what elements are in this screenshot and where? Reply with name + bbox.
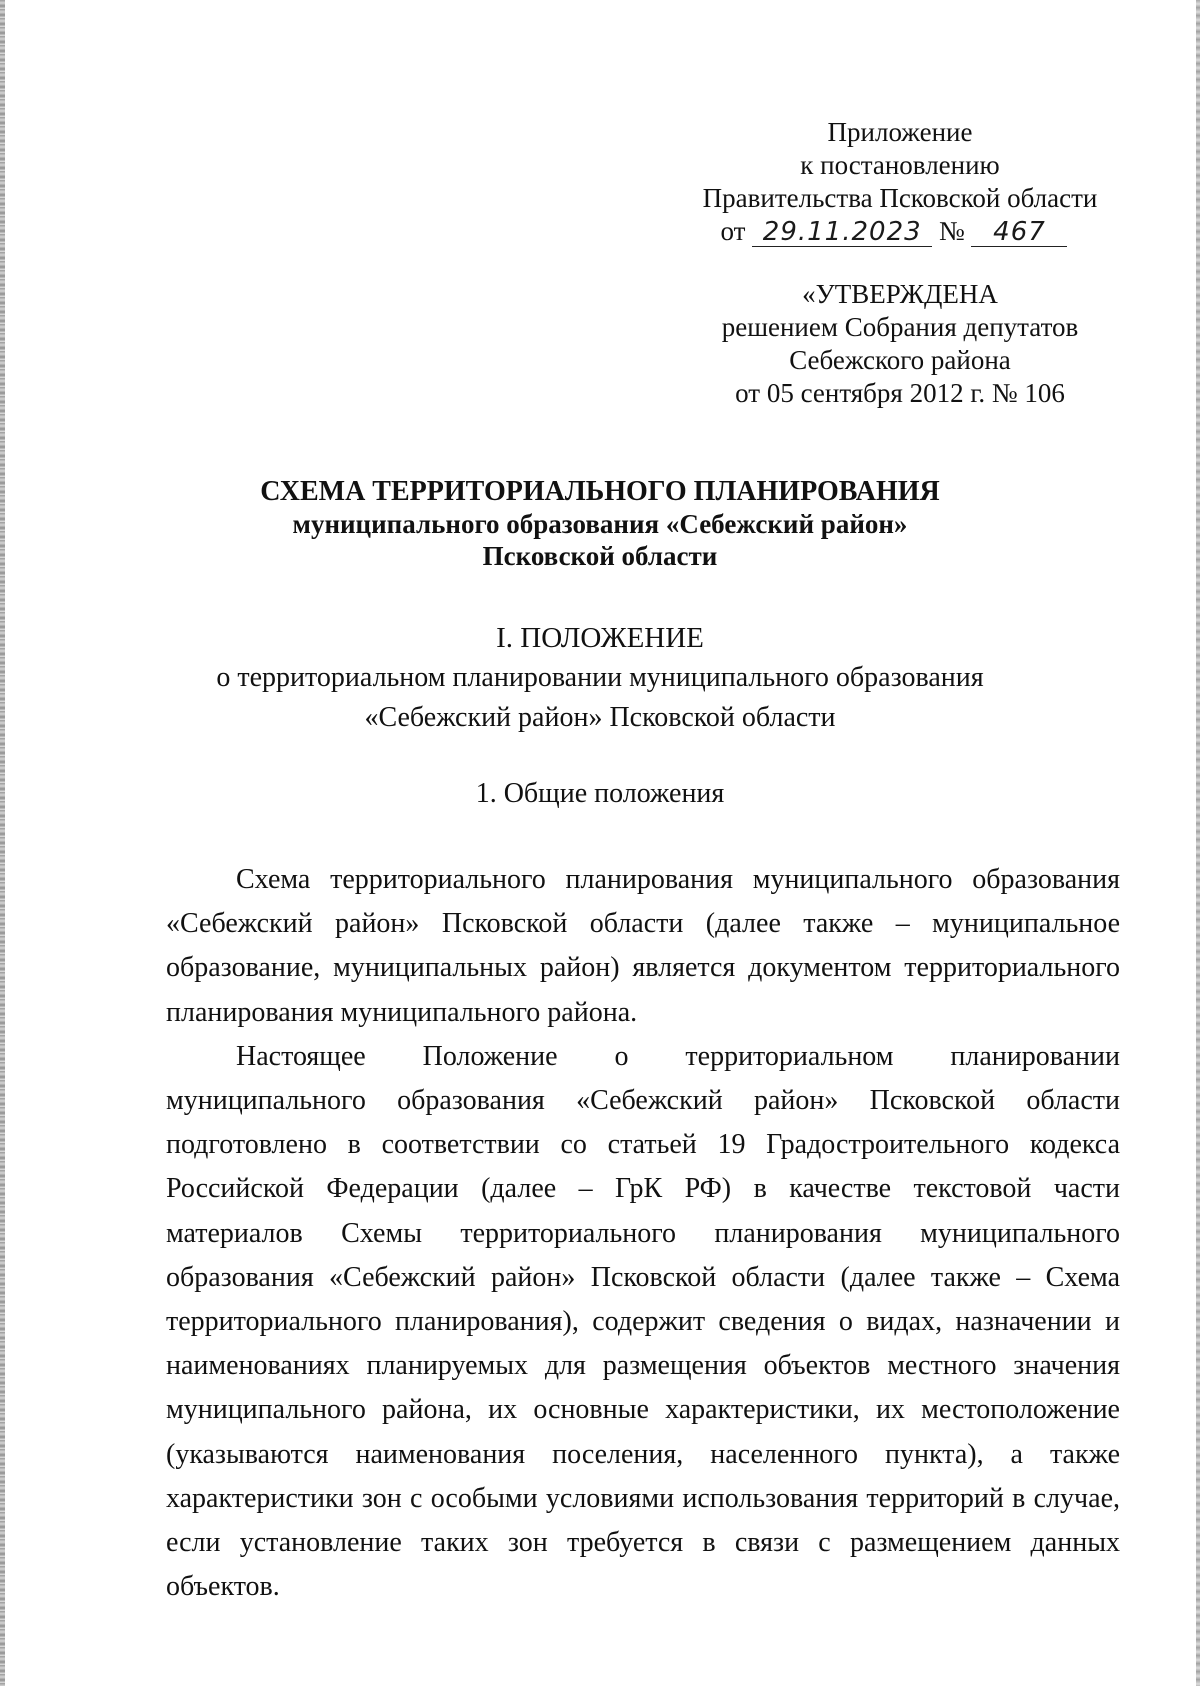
date-prefix: от (720, 216, 746, 246)
section-title: I. ПОЛОЖЕНИЕ (496, 622, 704, 654)
appendix-block (680, 116, 1120, 248)
paragraph: Настоящее Положение о территориальном планировании муниципального образования «Себежский район» Псковской области подготовлено в соответствии со статьей 19 Градостроительного кодекса Российской Федерации (далее – ГрК РФ) в качестве текстовой части материалов Схемы территориального планирования муниципального образования «Себежский район» Псковской области (далее также – Схема территориального планирования), содержит сведения о видах, назначении и наименованиях планируемых для размещения объектов местного значения муниципального района, их основные характеристики, их местоположение (указываются наименования поселения, населенного пункта), а также характеристики зон с особыми условиями использования территорий в случае, если установление таких зон требуется в связи с размещением данных объектов. (166, 1040, 1120, 1603)
subsection-title: 1. Общие положения (475, 778, 725, 809)
section-subtitle-line1: о территориальном планировании муниципального образования (216, 662, 984, 693)
appendix-label: Приложение (827, 117, 973, 147)
handwritten-number: 467 (971, 218, 1067, 247)
section-subtitle-line2: «Себежский район» Псковской области (364, 702, 836, 733)
document-title-main: СХЕМА ТЕРРИТОРИАЛЬНОГО ПЛАНИРОВАНИЯ (260, 476, 940, 507)
scan-edge-right (1196, 0, 1200, 1686)
paragraph: Схема территориального планирования муниципального образования «Себежский район» Псковской области (далее также – муниципальное образование, муниципальных район) является документом территориального планирования муниципального района. (166, 864, 1120, 1028)
document-title-region: Псковской области (482, 541, 718, 571)
approved-label: «УТВЕРЖДЕНА (802, 279, 998, 309)
approved-date: от 05 сентября 2012 г. № 106 (735, 378, 1065, 408)
approved-district: Себежского района (789, 345, 1011, 375)
approval-block (680, 278, 1120, 410)
document-title (0, 476, 1200, 572)
handwritten-date: 29.11.2023 (752, 218, 932, 247)
appendix-to-resolution: к постановлению (800, 150, 1000, 180)
subsection-heading (0, 776, 1200, 812)
appendix-government: Правительства Псковской области (702, 183, 1098, 213)
document-title-municipality: муниципального образования «Себежский район» (292, 509, 908, 539)
approved-by-decision: решением Собрания депутатов (721, 312, 1079, 342)
body-text (166, 858, 1120, 1609)
appendix-date-line (674, 215, 1114, 248)
section-heading (0, 618, 1200, 738)
number-sign: № (938, 216, 965, 246)
scan-edge-left (0, 0, 5, 1686)
